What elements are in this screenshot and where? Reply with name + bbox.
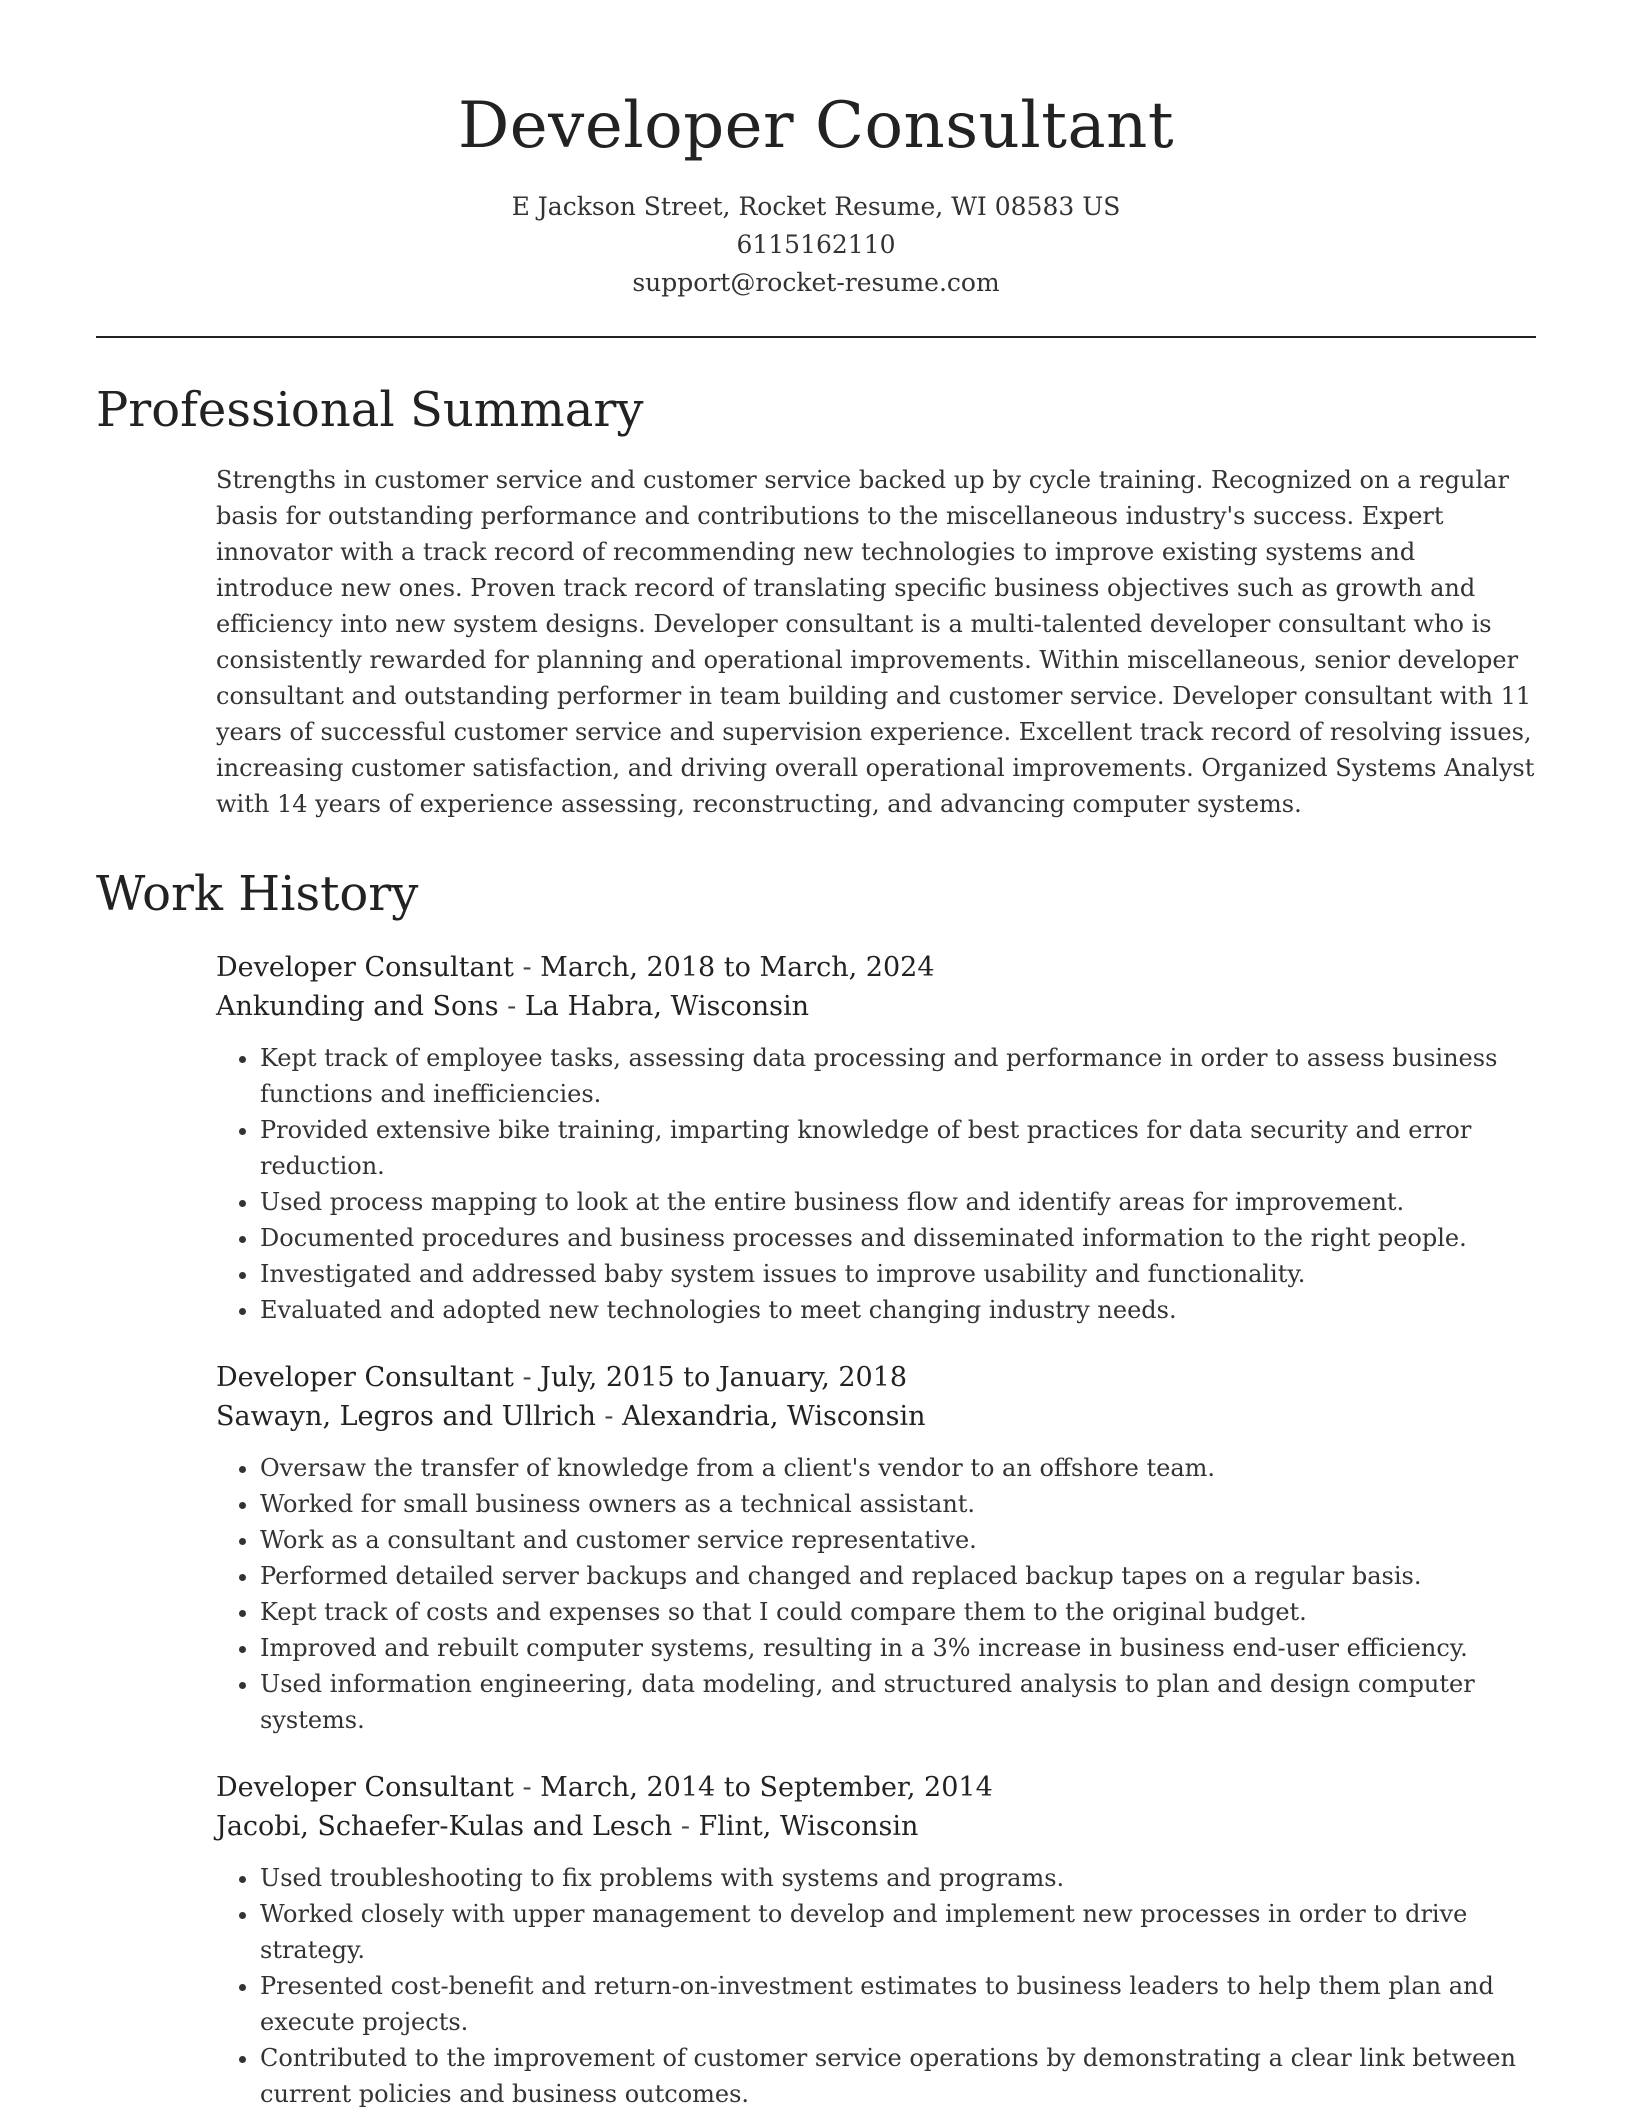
candidate-name: Developer Consultant — [457, 89, 1175, 163]
duty-item: • Contributed to the improvement of customer service operations by demonstrating a clear link between current policies and business outcomes. — [260, 2040, 1536, 2112]
job-entry — [216, 1768, 1536, 2112]
header-divider — [96, 336, 1536, 338]
company-line — [216, 1807, 1536, 1846]
job-title-line — [216, 948, 1536, 987]
separator: - — [513, 1772, 541, 1803]
phone: 6115162110 — [736, 230, 896, 259]
duty-item: • Evaluated and adopted new technologies to meet changing industry needs. — [260, 1292, 1536, 1328]
job-entry — [216, 948, 1536, 1328]
contact-block — [96, 188, 1536, 302]
separator: - — [595, 1401, 623, 1432]
address: E Jackson Street, Rocket Resume, WI 08583 US — [511, 192, 1121, 221]
separator: - — [513, 1362, 541, 1393]
separator: - — [513, 952, 541, 983]
job-title-line — [216, 1358, 1536, 1397]
job-title: Developer Consultant — [216, 952, 514, 983]
job-dates: March, 2014 to September, 2014 — [540, 1772, 993, 1803]
duty-item: • Oversaw the transfer of knowledge from a client's vendor to an offshore team. — [260, 1450, 1536, 1486]
summary-body — [216, 462, 1536, 822]
duty-item: • Used process mapping to look at the entire business flow and identify areas for improvement. — [260, 1184, 1536, 1220]
duty-item: • Worked for small business owners as a technical assistant. — [260, 1486, 1536, 1522]
company-name: Sawayn, Legros and Ullrich — [216, 1401, 596, 1432]
job-entry — [216, 1358, 1536, 1738]
company-line — [216, 1397, 1536, 1436]
resume-header — [96, 0, 1536, 302]
duty-item: • Kept track of employee tasks, assessing data processing and performance in order to assess business functions and inefficiencies. — [260, 1040, 1536, 1112]
job-title: Developer Consultant — [216, 1362, 514, 1393]
duty-item: • Documented procedures and business processes and disseminated information to the right people. — [260, 1220, 1536, 1256]
duty-item: • Used troubleshooting to fix problems with systems and programs. — [260, 1860, 1536, 1896]
duty-item: • Performed detailed server backups and changed and replaced backup tapes on a regular basis. — [260, 1558, 1536, 1594]
summary-text: Strengths in customer service and customer service backed up by cycle training. Recognized on a regular basis for outstanding performance and contributions to the miscellaneous industry's success. Expert innovator with a track record of recommending new technologies to improve existing systems and introduce new ones. Proven track record of translating specific business objectives such as growth and efficiency into new system designs. Developer consultant is a multi-talented developer consultant who is consistently rewarded for planning and operational improvements. Within miscellaneous, senior developer consultant and outstanding performer in team building and customer service. Developer consultant with 11 years of successful customer service and supervision experience. Excellent track record of resolving issues, increasing customer satisfaction, and driving overall operational improvements. Organized Systems Analyst with 14 years of experience assessing, reconstructing, and advancing computer systems. — [216, 466, 1535, 818]
duty-item: • Investigated and addressed baby system issues to improve usability and functionality. — [260, 1256, 1536, 1292]
section-heading-summary: Professional Summary — [96, 382, 644, 438]
job-title: Developer Consultant — [216, 1772, 514, 1803]
duties-list — [216, 1040, 1536, 1328]
duty-item: • Used information engineering, data modeling, and structured analysis to plan and design computer systems. — [260, 1666, 1536, 1738]
section-heading-work-history: Work History — [96, 866, 419, 922]
duty-item: • Provided extensive bike training, imparting knowledge of best practices for data security and error reduction. — [260, 1112, 1536, 1184]
duty-item: • Improved and rebuilt computer systems, resulting in a 3% increase in business end-user efficiency. — [260, 1630, 1536, 1666]
duties-list — [216, 1450, 1536, 1738]
duty-item: • Work as a consultant and customer service representative. — [260, 1522, 1536, 1558]
company-name: Jacobi, Schaefer-Kulas and Lesch — [216, 1811, 673, 1842]
company-line — [216, 987, 1536, 1026]
duty-item: • Kept track of costs and expenses so that I could compare them to the original budget. — [260, 1594, 1536, 1630]
work-history-body — [216, 948, 1536, 2112]
work-history-section — [96, 862, 1536, 2112]
duties-list — [216, 1860, 1536, 2112]
professional-summary-section — [96, 378, 1536, 822]
separator: - — [672, 1811, 699, 1842]
job-location: La Habra, Wisconsin — [524, 991, 809, 1022]
job-location: Flint, Wisconsin — [698, 1811, 919, 1842]
separator: - — [498, 991, 525, 1022]
company-name: Ankunding and Sons — [216, 991, 499, 1022]
job-location: Alexandria, Wisconsin — [622, 1401, 926, 1432]
job-title-line — [216, 1768, 1536, 1807]
email: support@rocket-resume.com — [632, 268, 1000, 297]
duty-item: • Worked closely with upper management to develop and implement new processes in order to drive strategy. — [260, 1896, 1536, 1968]
duty-item: • Presented cost-benefit and return-on-investment estimates to business leaders to help them plan and execute projects. — [260, 1968, 1536, 2040]
job-dates: March, 2018 to March, 2024 — [540, 952, 935, 983]
job-dates: July, 2015 to January, 2018 — [540, 1362, 908, 1393]
